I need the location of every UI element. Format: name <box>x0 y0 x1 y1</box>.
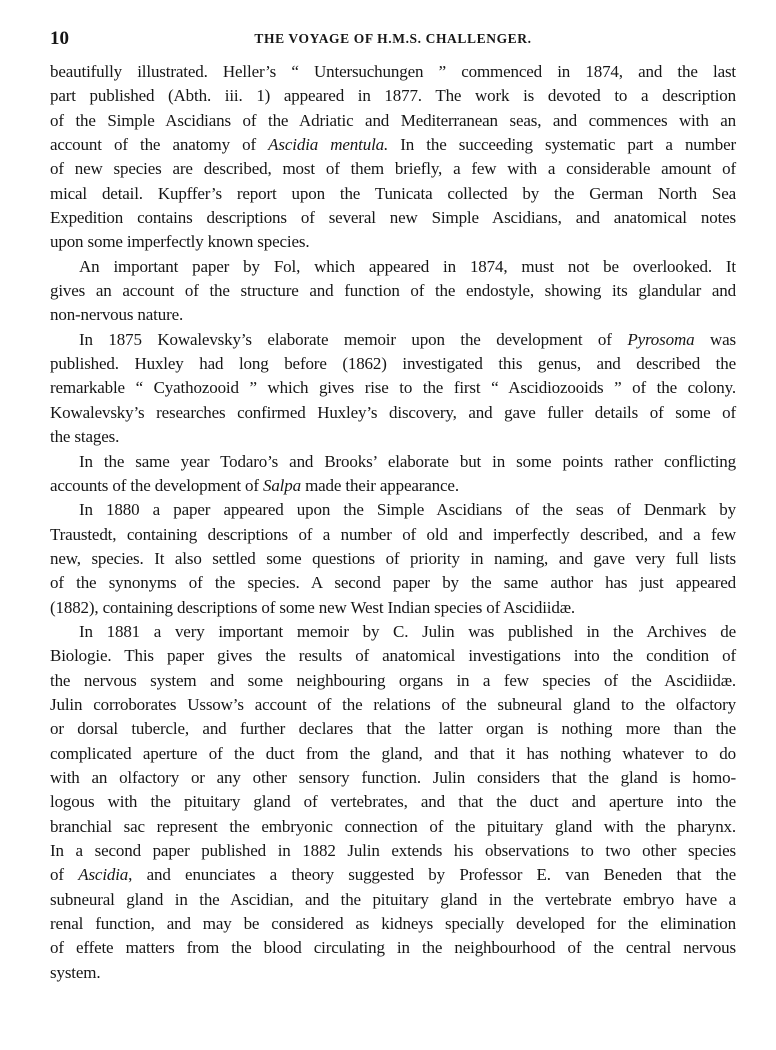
paragraph <box>50 620 736 985</box>
text-line: accounts of the development of Salpa made their appearance. <box>50 475 459 495</box>
text-line: (1882), containing descriptions of some new West Indian species of Ascidiidæ. <box>50 597 576 617</box>
text-line: non-nervous nature. <box>50 305 184 325</box>
text-line: of Ascidia, and enunciates a theory suggested by Professor E. van Beneden that the <box>50 865 737 885</box>
text-line: upon some imperfectly known species. <box>50 232 310 252</box>
text-line: published. Huxley had long before (1862) investigated this genus, and described the <box>50 354 736 374</box>
text-line: remarkable “ Cyathozooid ” which gives rise to the first “ Ascidiozooids ” of the colony. <box>50 378 736 398</box>
text-line: gives an account of the structure and function of the endostyle, showing its glandular and <box>50 281 736 301</box>
text-line: In 1875 Kowalevsky’s elaborate memoir upon the development of Pyrosoma was <box>79 329 736 349</box>
text-line: renal function, and may be considered as kidneys specially developed for the elimination <box>50 914 736 934</box>
text-line: with an olfactory or any other sensory function. Julin considers that the gland is homo- <box>50 767 736 787</box>
page-number: 10 <box>50 28 69 49</box>
text-line: Biologie. This paper gives the results of anatomical investigations into the condition of <box>50 646 736 666</box>
italic-term: Ascidia mentula. <box>268 135 389 155</box>
text-line: of effete matters from the blood circulating in the neighbourhood of the central nervous <box>50 938 736 958</box>
text-line: complicated aperture of the duct from the gland, and that it has nothing whatever to do <box>50 743 736 763</box>
text-line: Kowalevsky’s researches confirmed Huxley’s discovery, and gave fuller details of some of <box>50 402 736 422</box>
text-line: of the synonyms of the species. A second paper by the same author has just appeared <box>50 573 736 593</box>
text-line: mical detail. Kupffer’s report upon the Tunicata collected by the German North Sea <box>50 183 736 203</box>
text-line: An important paper by Fol, which appeared in 1874, must not be overlooked. It <box>79 256 736 276</box>
text-line: the stages. <box>50 427 120 447</box>
text-line: Julin corroborates Ussow’s account of the relations of the subneural gland to the olfactory <box>50 694 736 714</box>
text-line: of the Simple Ascidians of the Adriatic and Mediterranean seas, and commences with an <box>50 110 736 130</box>
text-line: logous with the pituitary gland of vertebrates, and that the duct and aperture into the <box>50 792 736 812</box>
text-line: account of the anatomy of Ascidia mentula. In the succeeding systematic part a number <box>50 135 736 155</box>
paragraph <box>50 60 736 255</box>
text-line: In the same year Todaro’s and Brooks’ elaborate but in some points rather conflicting <box>79 451 736 471</box>
page-header <box>50 28 736 52</box>
text-line: new, species. It also settled some questions of priority in naming, and gave very full lists <box>50 548 736 568</box>
text-line: beautifully illustrated. Heller’s “ Untersuchungen ” commenced in 1874, and the last <box>50 62 736 81</box>
text-line: subneural gland in the Ascidian, and the pituitary gland in the vertebrate embryo have a <box>50 889 736 909</box>
text-line: branchial sac represent the embryonic connection of the pituitary gland with the pharynx. <box>50 816 736 836</box>
text-line: Expedition contains descriptions of several new Simple Ascidians, and anatomical notes <box>50 208 736 228</box>
text-line: part published (Abth. iii. 1) appeared in 1877. The work is devoted to a description <box>50 86 736 106</box>
text-line: of new species are described, most of them briefly, a few with a considerable amount of <box>50 159 736 179</box>
text-line: In a second paper published in 1882 Julin extends his observations to two other species <box>50 841 736 860</box>
text-line: In 1881 a very important memoir by C. Julin was published in the Archives de <box>79 621 736 641</box>
running-title: THE VOYAGE OF H.M.S. CHALLENGER. <box>254 31 532 46</box>
paragraph <box>50 328 736 450</box>
italic-term: Pyrosoma <box>627 329 695 349</box>
paragraph <box>50 255 736 328</box>
paragraph <box>50 498 736 620</box>
text-line: or dorsal tubercle, and further declares that the latter organ is nothing more than the <box>50 719 736 739</box>
text-line: In 1880 a paper appeared upon the Simple Ascidians of the seas of Denmark by <box>79 500 736 520</box>
paragraph <box>50 450 736 499</box>
text-line: system. <box>50 962 101 982</box>
text-line: Traustedt, containing descriptions of a number of old and imperfectly described, and a few <box>50 524 736 544</box>
body-text <box>50 60 736 985</box>
italic-term: Salpa <box>262 475 301 495</box>
text-line: the nervous system and some neighbouring organs in a few species of the Ascidiidæ. <box>50 670 736 690</box>
italic-term: Ascidia <box>78 865 129 885</box>
